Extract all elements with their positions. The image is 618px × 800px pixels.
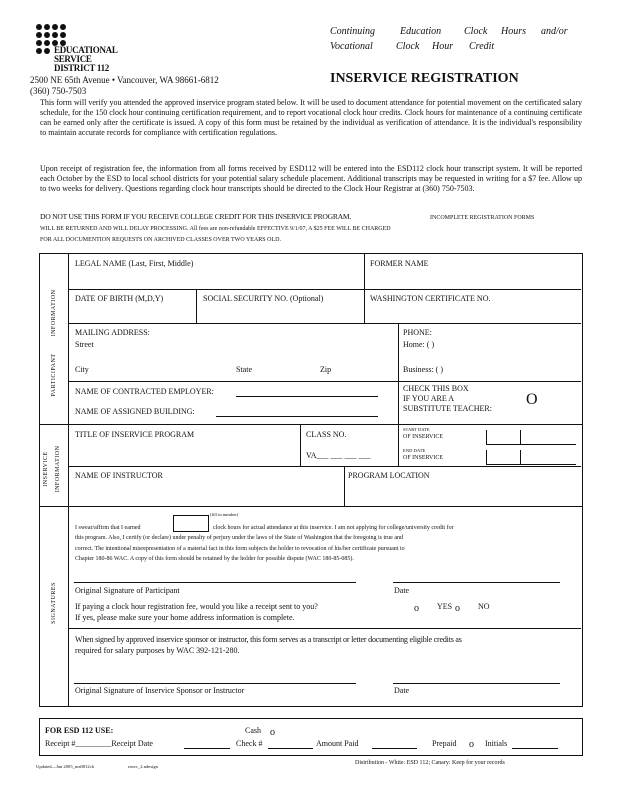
section-label-inservice: INSERVICE <box>43 451 49 487</box>
participant-date-input[interactable] <box>393 568 560 582</box>
receipt-yes-label: YES <box>437 602 453 611</box>
swear-text-3: this program. Also, I certify (or declare) under penalty of perjury under the laws of the State of Washington that the foregoing is true and <box>75 535 403 541</box>
distribution-note: Distribution - White: ESD 112; Canary: Keep for your records <box>355 760 505 766</box>
sponsor-signature-label: Original Signature of Inservice Sponsor or Instructor <box>75 686 245 695</box>
ssn-label: SOCIAL SECURITY NO. (Optional) <box>203 294 324 303</box>
employer-input[interactable] <box>236 384 378 396</box>
receipt-number-label: Receipt #_________Receipt Date <box>45 739 153 748</box>
section-divider <box>39 506 582 507</box>
zip-input[interactable] <box>338 362 393 376</box>
logo-dot-icon <box>44 40 50 46</box>
city-input[interactable] <box>95 362 235 376</box>
address-street: 2500 NE 65th Avenue • Vancouver, WA 98661-6812 <box>30 75 219 85</box>
file-note: rnsvc_2.ndesign <box>128 764 158 769</box>
business-phone-label: Business: ( ) <box>403 365 443 374</box>
transcript-note-2: required for salary purposes by WAC 392-121-280. <box>75 646 240 655</box>
header-word: Continuing <box>330 26 376 37</box>
mailing-address-label: MAILING ADDRESS: <box>75 328 150 337</box>
swear-text-2: clock hours for actual attendance at this inservice. I am not applying for college/university credit for <box>213 525 454 531</box>
program-title-input[interactable] <box>75 441 295 463</box>
city-label: City <box>75 365 89 374</box>
logo-dot-icon <box>44 48 50 54</box>
receipt-yes-radio[interactable]: o <box>414 603 419 614</box>
logo-dot-icon <box>36 40 42 46</box>
logo-dot-icon <box>44 24 50 30</box>
participant-date-label: Date <box>394 586 410 595</box>
section-divider <box>68 253 69 706</box>
zip-label: Zip <box>320 365 332 374</box>
logo-dot-icon <box>60 24 66 30</box>
program-title-label: TITLE OF INSERVICE PROGRAM <box>75 430 195 439</box>
logo-line2: SERVICE <box>54 54 92 64</box>
receipt-no-radio[interactable]: o <box>455 603 460 614</box>
legal-name-input[interactable] <box>75 270 360 286</box>
class-no-label: CLASS NO. <box>306 430 347 439</box>
participant-signature-label: Original Signature of Participant <box>75 586 180 595</box>
intro-warning: DO NOT USE THIS FORM IF YOU RECEIVE COLLEGE CREDIT FOR THIS INSERVICE PROGRAM. <box>40 212 352 221</box>
state-input[interactable] <box>262 362 317 376</box>
header-word: Vocational <box>330 41 373 52</box>
dob-label: DATE OF BIRTH (M,D,Y) <box>75 294 164 303</box>
intro-fee-note: WILL BE RETURNED AND WILL DELAY PROCESSING. All fees are non-refundable EFFECTIVE 9/1/07, A $25 FEE WILL BE CHARGED <box>40 226 391 232</box>
end-date-input[interactable] <box>486 450 576 464</box>
logo-line3: DISTRICT 112 <box>54 63 110 73</box>
header-word: Hour <box>432 41 454 52</box>
section-label-information: INFORMATION <box>51 289 57 337</box>
office-use-label: FOR ESD 112 USE: <box>45 726 114 735</box>
substitute-checkbox[interactable]: O <box>526 391 538 408</box>
sponsor-signature-input[interactable] <box>74 668 356 682</box>
prepaid-radio[interactable]: o <box>469 739 474 750</box>
check-number-label: Check # <box>236 739 263 748</box>
end-date-label2: OF INSERVICE <box>403 455 444 461</box>
header-word: Clock <box>464 26 488 37</box>
fill-in-note: (fill in number) <box>210 512 239 517</box>
header-word: and/or <box>541 26 568 37</box>
start-date-input[interactable] <box>486 430 576 444</box>
instructor-input[interactable] <box>75 482 340 502</box>
logo-dot-icon <box>60 32 66 38</box>
swear-text-5: Chapter 180-86 WAC. A copy of this form should be retained by the holder for possible dispute (WAC 180-85-085). <box>75 556 354 562</box>
business-phone-input[interactable] <box>450 362 575 376</box>
amount-paid-label: Amount Paid <box>316 739 359 748</box>
prepaid-label: Prepaid <box>432 739 457 748</box>
street-label: Street <box>75 340 94 349</box>
wa-cert-label: WASHINGTON CERTIFICATE NO. <box>370 294 491 303</box>
substitute-check-line2: IF YOU ARE A <box>403 394 455 403</box>
class-no-va[interactable]: VA___ ___ ___ ___ <box>306 451 371 460</box>
intro-paragraph-1: This form will verify you attended the approved inservice program stated below. It will be used to document attendance for potential movement on the certificated salary schedule, for the 150 clock hour continuing certification requirement, and to report vocational clock hour credits. Clock hours for maintenance of a continuing certificate can be earned only after the certificate is issued. A copy of this form must be retained by the individual as verification of attendance. It is the individual's responsibility to maintain accurate records for compliance with certification regulations. <box>40 98 582 137</box>
swear-text-4: correct. The intentional misrepresentation of a material fact in this form subjects the holder to revocation of his/her certificate pursuant to <box>75 546 405 552</box>
wa-cert-input[interactable] <box>370 304 575 320</box>
employer-label: NAME OF CONTRACTED EMPLOYER: <box>75 387 214 396</box>
logo-dot-icon <box>52 24 58 30</box>
receipt-note: If yes, please make sure your home address information is complete. <box>75 613 295 622</box>
receipt-question: If paying a clock hour registration fee, would you like a receipt sent to you? <box>75 602 318 611</box>
logo-line1: EDUCATIONAL <box>54 45 118 55</box>
former-name-label: FORMER NAME <box>370 259 429 268</box>
section-label-inservice-info: INFORMATION <box>55 445 61 493</box>
intro-incomplete: INCOMPLETE REGISTRATION FORMS <box>430 215 535 221</box>
receipt-no-label: NO <box>478 602 490 611</box>
home-phone-label: Home: ( ) <box>403 340 435 349</box>
building-input[interactable] <box>216 404 378 416</box>
initials-label: Initials <box>485 739 508 748</box>
start-date-label: START DATE <box>403 427 430 432</box>
location-input[interactable] <box>348 482 576 502</box>
logo-dot-icon <box>36 24 42 30</box>
street-input[interactable] <box>100 338 390 352</box>
header-word: Clock <box>396 41 420 52</box>
swear-text-1: I swear/affirm that I earned <box>75 525 141 531</box>
legal-name-label: LEGAL NAME (Last, First, Middle) <box>75 259 194 268</box>
location-label: PROGRAM LOCATION <box>348 471 430 480</box>
instructor-label: NAME OF INSTRUCTOR <box>75 471 163 480</box>
home-phone-input[interactable] <box>440 338 575 352</box>
section-divider <box>39 424 582 425</box>
section-label-participant: PARTICIPANT <box>51 353 57 397</box>
header-word: Hours <box>501 26 527 37</box>
logo-dot-icon <box>44 32 50 38</box>
sponsor-date-label: Date <box>394 686 410 695</box>
ssn-input[interactable] <box>203 304 361 320</box>
intro-archive-note: FOR ALL DOCUMENTION REQUESTS ON ARCHIVED CLASSES OVER TWO YEARS OLD. <box>40 237 281 243</box>
sponsor-date-input[interactable] <box>393 668 560 682</box>
page-title: INSERVICE REGISTRATION <box>330 71 519 86</box>
transcript-note: When signed by approved inservice sponsor or instructor, this form serves as a transcript or letter documenting eligible credits as <box>75 635 462 644</box>
header-word: Credit <box>469 41 495 52</box>
updated-note: Updated—Jan 2005_ma0812ch <box>36 764 95 769</box>
cash-label: Cash <box>245 726 261 735</box>
former-name-input[interactable] <box>370 270 575 286</box>
logo-dot-icon <box>52 32 58 38</box>
dob-input[interactable] <box>75 304 193 320</box>
header-word: Education <box>400 26 442 37</box>
intro-paragraph-2: Upon receipt of registration fee, the information from all forms received by ESD112 will be entered into the ESD112 clock hour transcript system. It will be reported each October by the ESD to local school districts for your potential salary schedule placement. Additional transcripts may be requested in writing for a $7 fee. Allow up to two weeks for delivery. Questions regarding clock hour transcripts should be directed to the Clock Hour Registrar at (360) 750-7503. <box>40 164 582 193</box>
logo-dot-icon <box>36 32 42 38</box>
state-label: State <box>236 365 252 374</box>
end-date-label: END DATE <box>403 448 426 453</box>
clock-hours-input[interactable] <box>173 515 209 532</box>
cash-radio[interactable]: o <box>270 727 275 738</box>
substitute-check-line1: CHECK THIS BOX <box>403 384 469 393</box>
office-use-box <box>39 718 583 756</box>
section-label-signatures: SIGNATURES <box>51 582 57 624</box>
building-label: NAME OF ASSIGNED BUILDING: <box>75 407 195 416</box>
participant-signature-input[interactable] <box>74 568 356 582</box>
address-phone: (360) 750-7503 <box>30 86 87 96</box>
substitute-check-line3: SUBSTITUTE TEACHER: <box>403 404 492 413</box>
phone-label: PHONE: <box>403 328 432 337</box>
logo-dot-icon <box>36 48 42 54</box>
start-date-label2: OF INSERVICE <box>403 434 444 440</box>
